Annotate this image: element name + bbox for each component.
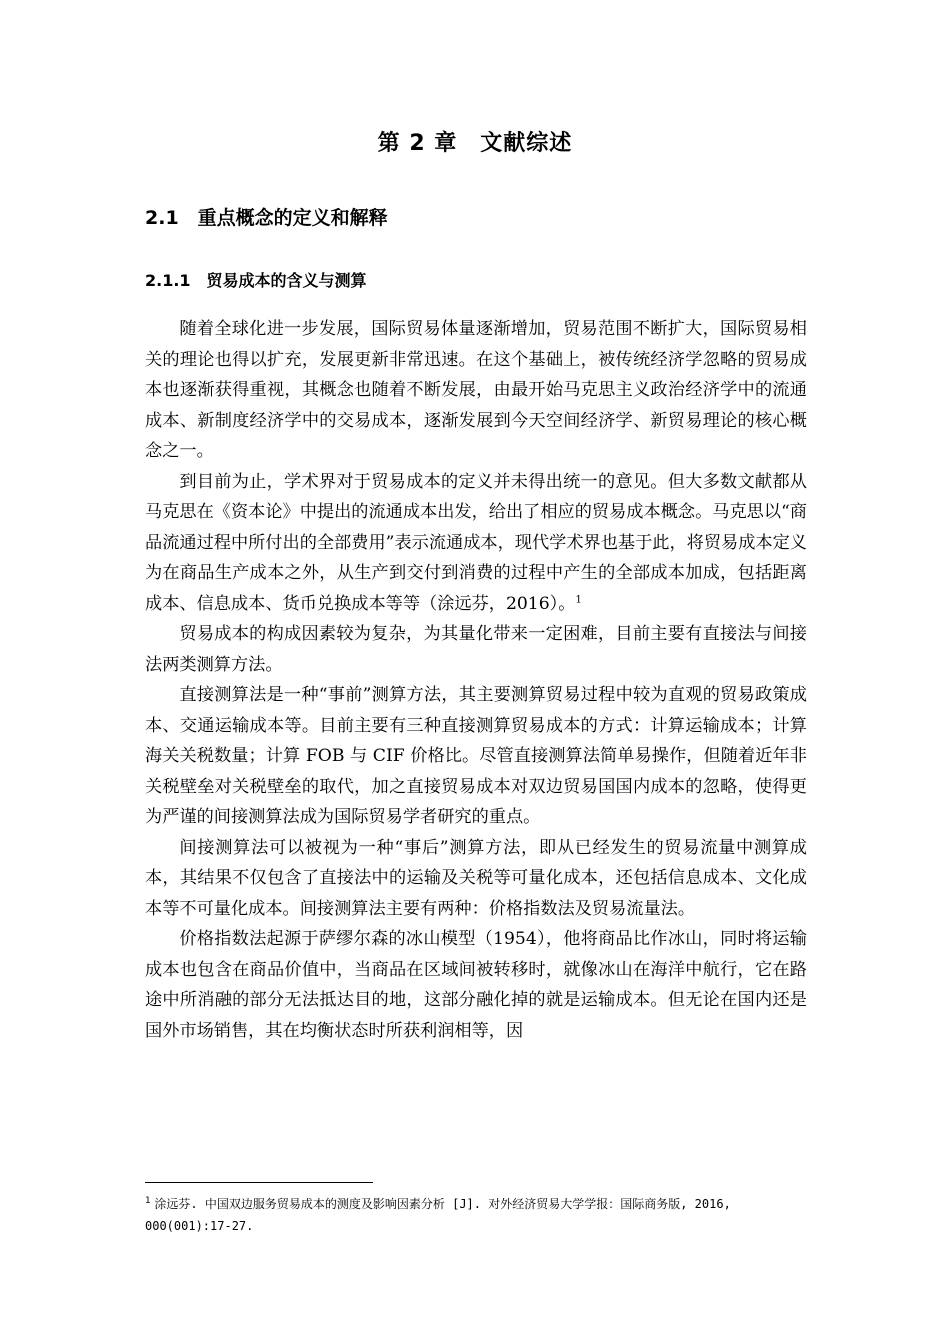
chapter-title: 第 2 章 文献综述 [377,131,573,156]
footnote-reference[interactable]: 1 [575,593,582,605]
paragraph-3: 贸易成本的构成因素较为复杂，为其量化带来一定困难，目前主要有直接法与间接法两类测算方法。 [145,624,807,675]
footnote [145,1193,807,1237]
paragraph-6: 价格指数法起源于萨缪尔森的冰山模型（1954），他将商品比作冰山，同时将运输成本也包含在商品价值中，当商品在区域间被转移时，就像冰山在海洋中航行，它在路途中所消融的部分无法抵达目的地，这部分融化掉的就是运输成本。但无论在国内还是国外市场销售，其在均衡状态时所获利润相等，因 [145,929,807,1041]
footnote-text: 涂远芬. 中国双边服务贸易成本的测度及影响因素分析 [J]. 对外经济贸易大学学报：国际商务版, 2016, 000(001):17-27. [145,1197,731,1233]
paragraph-4: 直接测算法是一种“事前”测算方法，其主要测算贸易过程中较为直观的贸易政策成本、交通运输成本等。目前主要有三种直接测算贸易成本的方式：计算运输成本；计算海关关税数量；计算 FOB 与 CIF 价格比。尽管直接测算法简单易操作，但随着近年非关税壁垒对关税壁垒的取代，加之直接贸易成本对双边贸易国国内成本的忽略，使得更为严谨的间接测算法成为国际贸易学者研究的重点。 [145,685,807,827]
section-heading: 2.1 重点概念的定义和解释 [145,207,388,229]
paragraph-5: 间接测算法可以被视为一种“事后”测算方法，即从已经发生的贸易流量中测算成本，其结果不仅包含了直接法中的运输及关税等可量化成本，还包括信息成本、文化成本等不可量化成本。间接测算法主要有两种：价格指数法及贸易流量法。 [145,837,807,919]
paragraph-2: 到目前为止，学术界对于贸易成本的定义并未得出统一的意见。但大多数文献都从马克思在《资本论》中提出的流通成本出发，给出了相应的贸易成本概念。马克思以“商品流通过程中所付出的全部费用”表示流通成本，现代学术界也基于此，将贸易成本定义为在商品生产成本之外，从生产到交付到消费的过程中产生的全部成本加成，包括距离成本、信息成本、货币兑换成本等等（涂远芬，2016）。$^1$ [145,471,807,614]
footnote-divider [145,1182,373,1183]
paragraph-1: 随着全球化进一步发展，国际贸易体量逐渐增加，贸易范围不断扩大，国际贸易相关的理论也得以扩充，发展更新非常迅速。在这个基础上，被传统经济学忽略的贸易成本也逐渐获得重视，其概念也随着不断发展，由最开始马克思主义政治经济学中的流通成本、新制度经济学中的交易成本，逐渐发展到今天空间经济学、新贸易理论的核心概念之一。 [145,319,807,461]
subsection-heading: 2.1.1 贸易成本的含义与测算 [145,271,367,290]
footnote-mark: 1 [145,1196,151,1206]
body-text [145,314,807,1046]
